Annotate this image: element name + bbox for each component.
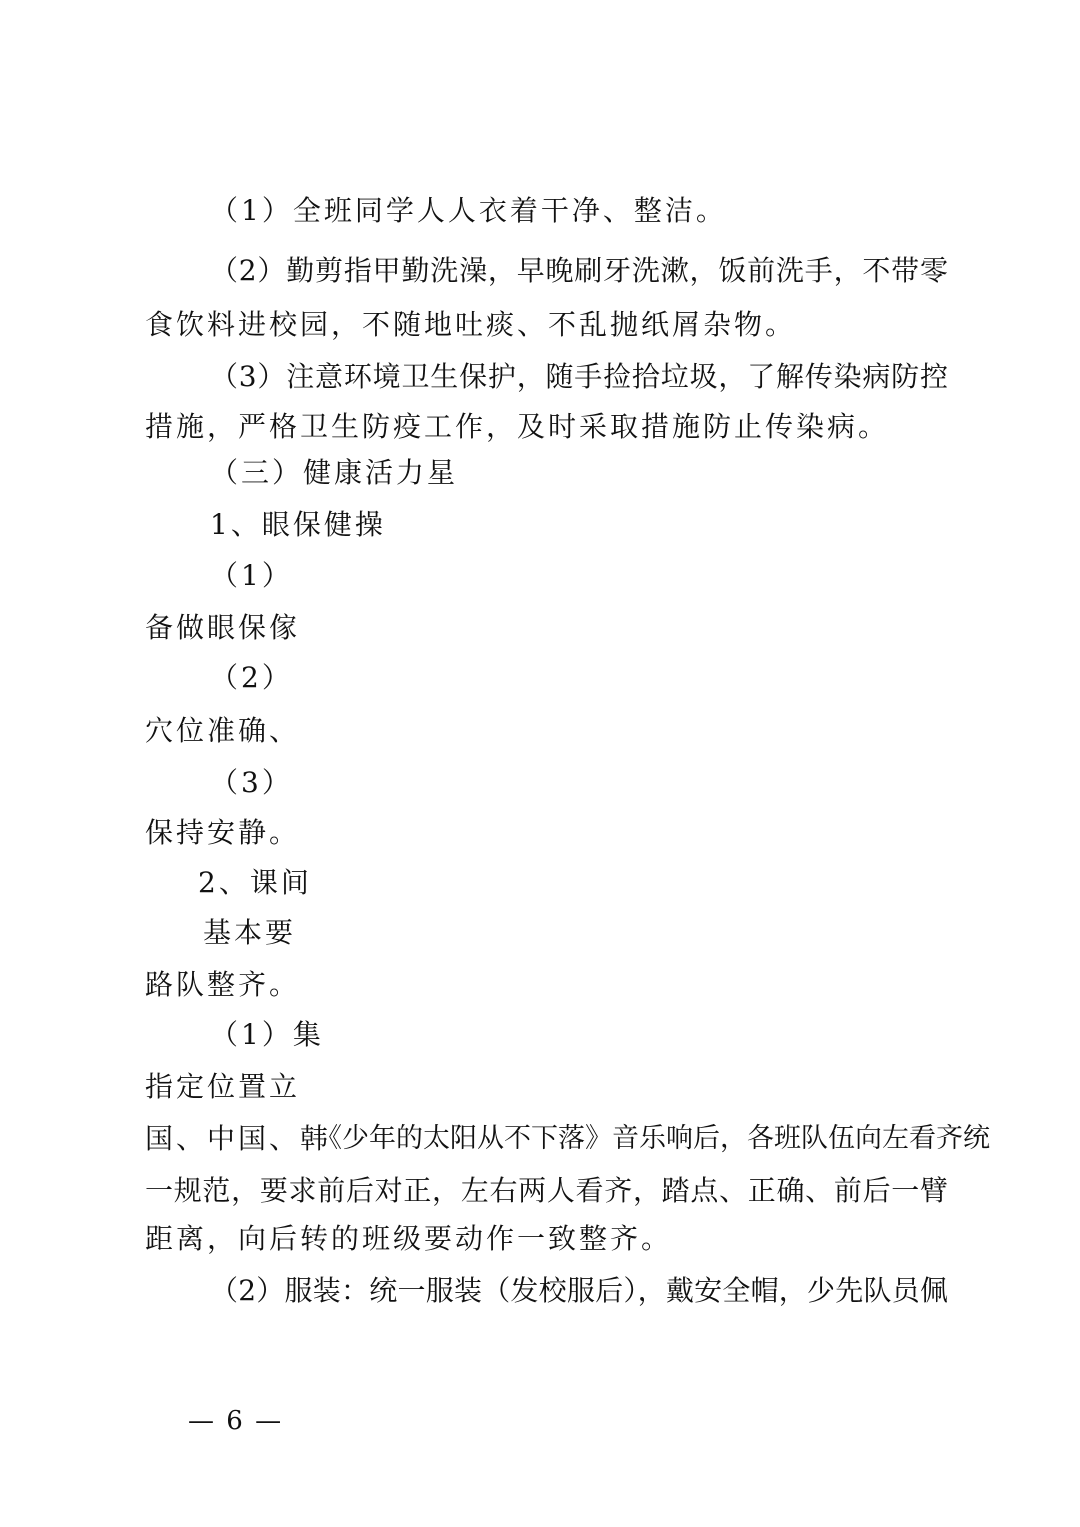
paragraph-line-19: （2）服装：统一服装（发校服后），戴安全帽，少先队员佩 xyxy=(210,1274,948,1307)
paragraph-line-4: （3）注意环境卫生保护，随手捡拾垃圾，了解传染病防控 xyxy=(210,360,948,393)
subsection-heading-2: 2、课间 xyxy=(198,866,312,899)
page-number: — 6 — xyxy=(188,1406,284,1436)
paragraph-line-6: （1） xyxy=(210,559,293,592)
paragraph-line-12: 基本要 xyxy=(203,916,297,949)
paragraph-line-8: （2） xyxy=(210,661,293,694)
paragraph-line-18: 距离，向后转的班级要动作一致整齐。 xyxy=(145,1222,673,1255)
paragraph-line-7: 备做眼保傢 xyxy=(145,611,301,644)
paragraph-line-5: 措施，严格卫生防疫工作，及时采取措施防止传染病。 xyxy=(145,410,890,443)
paragraph-line-1: （1）全班同学人人衣着干净、整洁。 xyxy=(210,194,727,227)
paragraph-line-2: （2）勤剪指甲勤洗澡，早晚刷牙洗漱，饭前洗手，不带零 xyxy=(210,254,948,287)
paragraph-line-3: 食饮料进校园，不随地吐痰、不乱抛纸屑杂物。 xyxy=(145,308,797,341)
paragraph-line-15: 指定位置立 xyxy=(145,1070,301,1103)
paragraph-line-11: 保持安静。 xyxy=(145,816,301,849)
paragraph-line-13: 路队整齐。 xyxy=(145,968,301,1001)
paragraph-line-10: （3） xyxy=(210,766,293,799)
paragraph-line-16-end: 《少年的太阳从不下落》音乐响后，各班队伍向左看齐统 xyxy=(315,1123,990,1154)
paragraph-line-17: 一规范，要求前后对正，左右两人看齐，踏点、正确、前后一臂 xyxy=(145,1174,948,1207)
subsection-heading-1: 1、眼保健操 xyxy=(210,508,386,541)
section-heading: （三）健康活力星 xyxy=(210,456,459,489)
paragraph-line-16-start: 国、中国、韩 xyxy=(145,1122,332,1155)
paragraph-line-9: 穴位准确、 xyxy=(145,714,301,747)
paragraph-line-14: （1）集 xyxy=(210,1018,324,1051)
